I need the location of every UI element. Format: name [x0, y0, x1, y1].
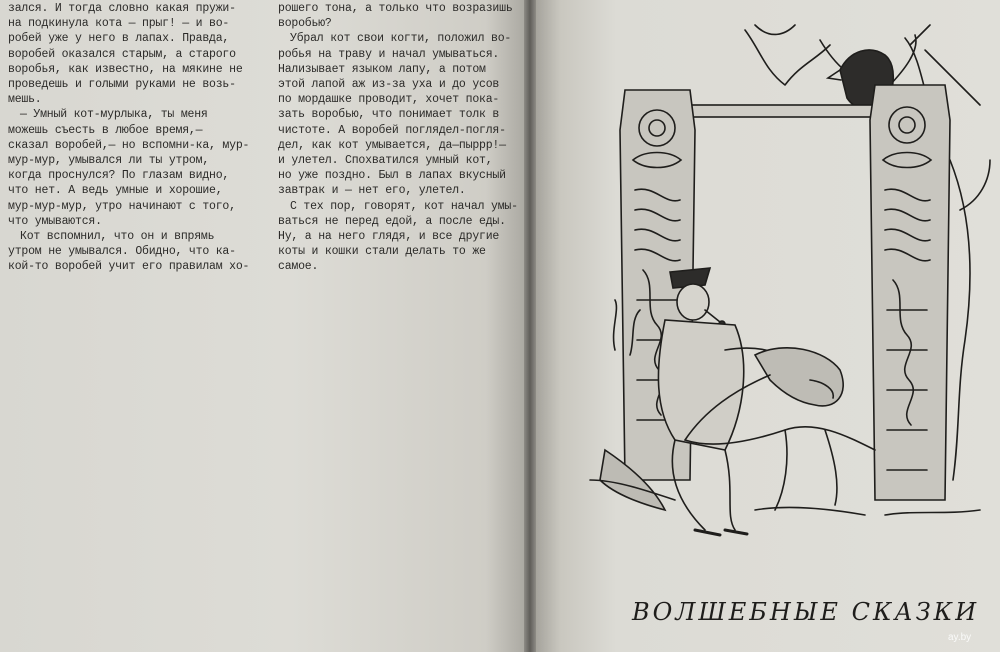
text-line: зался. И тогда словно какая пружи- [8, 2, 236, 15]
text-line: Нализывает языком лапу, а потом [278, 62, 486, 76]
text-line: воробей оказался старым, а старого [8, 47, 236, 61]
text-line: когда проснулся? По глазам видно, [8, 169, 230, 183]
section-title: ВОЛШЕБНЫЕ СКАЗКИ [632, 598, 980, 626]
text-line: дел, как кот умывается, да—пыррр!— [278, 138, 506, 152]
text-line: робья на траву и начал умываться. [278, 47, 500, 61]
book-gutter [524, 0, 536, 652]
text-line: можешь съесть в любое время,— [8, 123, 203, 137]
text-line: коты и кошки стали делать то же [278, 245, 486, 259]
text-line: зать воробью, что понимает толк в [278, 108, 500, 122]
text-line: мур-мур, умывался ли ты утром, [8, 154, 210, 168]
text-line: самое. [278, 260, 319, 274]
text-line: рошего тона, а только что возразишь [278, 2, 513, 15]
text-line: что умываются. [8, 214, 102, 228]
text-line: кой-то воробей учит его правилам хо- [8, 260, 250, 274]
text-line: утром не умывался. Обидно, что ка- [8, 245, 236, 259]
watermark: ay.by [948, 632, 972, 643]
text-line: и улетел. Спохватился умный кот, [278, 154, 493, 168]
text-line: воробью? [278, 17, 332, 31]
text-line: — Умный кот-мурлыка, ты меня [20, 108, 208, 122]
text-line: Кот вспомнил, что он и впрямь [20, 230, 215, 244]
text-line: чистоте. А воробей поглядел-погля- [278, 123, 506, 137]
text-line: ваться не перед едой, а после еды. [278, 214, 506, 228]
text-line: Убрал кот свои когти, положил во- [290, 32, 512, 46]
text-column-1 [8, 1, 268, 275]
text-line: воробья, как известно, на мякине не [8, 62, 243, 76]
text-line: робей уже у него в лапах. Правда, [8, 32, 230, 46]
text-line: завтрак и — нет его, улетел. [278, 184, 466, 198]
text-line: Ну, а на него глядя, и все другие [278, 230, 500, 244]
folk-tale-gate-illustration-icon [585, 10, 995, 555]
text-line: мешь. [8, 93, 42, 107]
text-line: по мордашке проводит, хочет пока- [278, 93, 500, 107]
text-line: на подкинула кота — прыг! — и во- [8, 17, 230, 31]
text-line: проведешь и голыми руками не возь- [8, 78, 236, 92]
text-line: этой лапой аж из-за уха и до усов [278, 78, 500, 92]
text-line: С тех пор, говорят, кот начал умы- [290, 199, 518, 213]
text-line: сказал воробей,— но вспомни-ка, мур- [8, 138, 250, 152]
text-line: но уже поздно. Был в лапах вкусный [278, 169, 506, 183]
text-line: что нет. А ведь умные и хорошие, [8, 184, 223, 198]
text-column-2 [278, 1, 523, 275]
text-line: мур-мур-мур, утро начинают с того, [8, 199, 236, 213]
